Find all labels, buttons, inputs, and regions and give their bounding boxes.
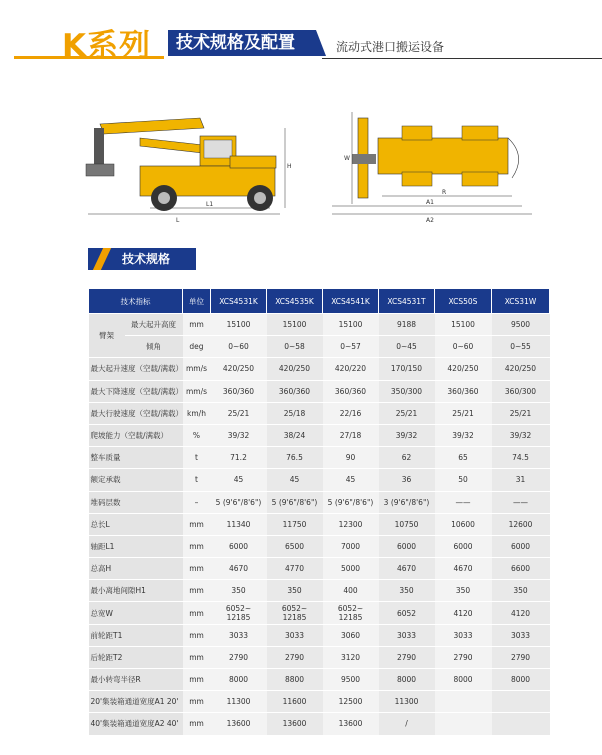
value-cell: 420/250 <box>435 358 492 380</box>
dim-label-h: H <box>287 163 292 170</box>
value-cell: 4670 <box>211 558 267 580</box>
value-cell: 13600 <box>211 713 267 735</box>
value-cell: 2790 <box>492 646 550 668</box>
unit-cell: t <box>183 447 211 469</box>
value-cell: 6000 <box>379 535 435 557</box>
unit-cell: mm <box>183 691 211 713</box>
value-cell: 420/250 <box>267 358 323 380</box>
header-cell: XCS31W <box>492 289 550 314</box>
sub-label: 最大起升高度 <box>125 314 183 336</box>
unit-cell: t <box>183 469 211 491</box>
value-cell: 45 <box>323 469 379 491</box>
value-cell: 11600 <box>267 691 323 713</box>
value-cell: 71.2 <box>211 447 267 469</box>
value-cell: 9500 <box>323 669 379 691</box>
value-cell: 4770 <box>267 558 323 580</box>
value-cell: 76.5 <box>267 447 323 469</box>
table-row <box>89 469 550 491</box>
row-label: 堆码层数 <box>89 491 183 513</box>
value-cell: 45 <box>267 469 323 491</box>
table-row <box>89 513 550 535</box>
value-cell: 6052~ 12185 <box>323 602 379 624</box>
header-subtitle: 流动式港口搬运设备 <box>336 40 445 54</box>
table-row <box>89 447 550 469</box>
value-cell: 350 <box>211 580 267 602</box>
value-cell: 360/360 <box>323 380 379 402</box>
value-cell: 3033 <box>211 624 267 646</box>
value-cell: 5 (9'6"/8'6") <box>211 491 267 513</box>
value-cell: 4670 <box>379 558 435 580</box>
value-cell: 6052 <box>379 602 435 624</box>
value-cell: 25/21 <box>435 402 492 424</box>
value-cell: 2790 <box>267 646 323 668</box>
value-cell: 8000 <box>435 669 492 691</box>
value-cell: 8000 <box>211 669 267 691</box>
row-label: 轴距L1 <box>89 535 183 557</box>
top-view-drawing <box>322 108 542 226</box>
value-cell: 39/32 <box>211 424 267 446</box>
value-cell: 36 <box>379 469 435 491</box>
unit-cell: mm/s <box>183 380 211 402</box>
value-cell: 25/21 <box>492 402 550 424</box>
table-row <box>89 624 550 646</box>
value-cell: 9500 <box>492 314 550 336</box>
value-cell: 45 <box>211 469 267 491</box>
table-header-row <box>89 289 550 314</box>
value-cell: 6000 <box>435 535 492 557</box>
header-cell: XCS50S <box>435 289 492 314</box>
row-label: 总高H <box>89 558 183 580</box>
value-cell: 90 <box>323 447 379 469</box>
value-cell: 27/18 <box>323 424 379 446</box>
row-label: 后轮距T2 <box>89 646 183 668</box>
value-cell: 15100 <box>435 314 492 336</box>
value-cell: 7000 <box>323 535 379 557</box>
value-cell: 12500 <box>323 691 379 713</box>
value-cell: 360/360 <box>435 380 492 402</box>
value-cell: 31 <box>492 469 550 491</box>
value-cell: 8000 <box>379 669 435 691</box>
unit-cell: % <box>183 424 211 446</box>
unit-cell: deg <box>183 336 211 358</box>
value-cell: 3033 <box>435 624 492 646</box>
unit-cell: mm <box>183 580 211 602</box>
side-view-svg <box>80 108 300 226</box>
table-row <box>89 424 550 446</box>
value-cell: 50 <box>435 469 492 491</box>
value-cell: 15100 <box>323 314 379 336</box>
table-row <box>89 336 550 358</box>
page-header <box>0 0 602 70</box>
table-row <box>89 380 550 402</box>
header-cell: 技术指标 <box>89 289 183 314</box>
value-cell: —— <box>492 491 550 513</box>
value-cell <box>492 713 550 735</box>
value-cell: 25/21 <box>379 402 435 424</box>
value-cell: 11300 <box>379 691 435 713</box>
row-label: 最大行驶速度（空载/满载） <box>89 402 183 424</box>
value-cell: 12300 <box>323 513 379 535</box>
table-row <box>89 535 550 557</box>
table-row <box>89 713 550 735</box>
value-cell: 420/250 <box>492 358 550 380</box>
dim-label-r: R <box>442 189 447 196</box>
value-cell: 5000 <box>323 558 379 580</box>
value-cell: 15100 <box>267 314 323 336</box>
unit-cell: mm <box>183 602 211 624</box>
value-cell: 74.5 <box>492 447 550 469</box>
group-label: 臂架 <box>89 314 125 358</box>
value-cell: 350 <box>435 580 492 602</box>
value-cell: 6500 <box>267 535 323 557</box>
value-cell: 10750 <box>379 513 435 535</box>
unit-cell: mm <box>183 669 211 691</box>
row-label: 额定承载 <box>89 469 183 491</box>
value-cell: —— <box>435 491 492 513</box>
value-cell: / <box>379 713 435 735</box>
value-cell: 65 <box>435 447 492 469</box>
unit-cell: mm <box>183 513 211 535</box>
value-cell: 6052~ 12185 <box>267 602 323 624</box>
value-cell: 2790 <box>435 646 492 668</box>
row-label: 最大下降速度（空载/满载） <box>89 380 183 402</box>
value-cell: 350 <box>492 580 550 602</box>
value-cell: 0~58 <box>267 336 323 358</box>
section-title: 技术规格 <box>122 252 171 266</box>
header-tab-slant <box>316 30 326 56</box>
header-cell: 单位 <box>183 289 211 314</box>
value-cell: 0~55 <box>492 336 550 358</box>
row-label: 最小转弯半径R <box>89 669 183 691</box>
value-cell: 6000 <box>492 535 550 557</box>
value-cell: 360/360 <box>211 380 267 402</box>
value-cell: 350 <box>267 580 323 602</box>
table-row <box>89 358 550 380</box>
value-cell: 420/250 <box>211 358 267 380</box>
table-row <box>89 691 550 713</box>
top-view-svg <box>322 108 542 226</box>
unit-cell: mm <box>183 535 211 557</box>
value-cell: 350/300 <box>379 380 435 402</box>
sub-label: 倾角 <box>125 336 183 358</box>
value-cell: 10600 <box>435 513 492 535</box>
row-label: 20'集装箱通道宽度A1 20' <box>89 691 183 713</box>
value-cell <box>435 691 492 713</box>
row-label: 整车质量 <box>89 447 183 469</box>
value-cell: 39/32 <box>492 424 550 446</box>
value-cell: 170/150 <box>379 358 435 380</box>
unit-cell: mm <box>183 558 211 580</box>
value-cell: 15100 <box>211 314 267 336</box>
value-cell: 8800 <box>267 669 323 691</box>
header-cell: XCS4541K <box>323 289 379 314</box>
value-cell: 11340 <box>211 513 267 535</box>
table-row <box>89 491 550 513</box>
value-cell: 5 (9'6"/8'6") <box>323 491 379 513</box>
value-cell: 0~57 <box>323 336 379 358</box>
value-cell: 12600 <box>492 513 550 535</box>
header-cell: XCS4531K <box>211 289 267 314</box>
unit-cell: mm/s <box>183 358 211 380</box>
table-row <box>89 669 550 691</box>
value-cell: 39/32 <box>435 424 492 446</box>
value-cell: 11300 <box>211 691 267 713</box>
unit-cell: mm <box>183 314 211 336</box>
value-cell: 9188 <box>379 314 435 336</box>
dim-label-l1: L1 <box>206 201 214 208</box>
row-label: 总宽W <box>89 602 183 624</box>
value-cell: 2790 <box>379 646 435 668</box>
value-cell: 360/360 <box>267 380 323 402</box>
table-row <box>89 314 550 336</box>
value-cell: 13600 <box>323 713 379 735</box>
dim-label-a1: A1 <box>426 199 434 206</box>
value-cell: 4120 <box>435 602 492 624</box>
value-cell: 0~60 <box>211 336 267 358</box>
value-cell: 420/220 <box>323 358 379 380</box>
value-cell: 3033 <box>379 624 435 646</box>
row-label: 最小离地间隙H1 <box>89 580 183 602</box>
unit-cell: mm <box>183 713 211 735</box>
row-label: 爬坡能力（空载/满载） <box>89 424 183 446</box>
unit-cell: – <box>183 491 211 513</box>
dim-label-a2: A2 <box>426 217 434 224</box>
row-label: 总长L <box>89 513 183 535</box>
value-cell: 25/18 <box>267 402 323 424</box>
value-cell: 6052~ 12185 <box>211 602 267 624</box>
unit-cell: mm <box>183 646 211 668</box>
value-cell <box>435 713 492 735</box>
value-cell: 25/21 <box>211 402 267 424</box>
header-cell: XCS4531T <box>379 289 435 314</box>
value-cell: 39/32 <box>379 424 435 446</box>
header-rule <box>322 58 602 59</box>
row-label: 40'集装箱通道宽度A2 40' <box>89 713 183 735</box>
value-cell: 4670 <box>435 558 492 580</box>
value-cell: 3120 <box>323 646 379 668</box>
value-cell: 6600 <box>492 558 550 580</box>
value-cell: 38/24 <box>267 424 323 446</box>
table-row <box>89 602 550 624</box>
dim-label-l: L <box>176 217 180 224</box>
series-title: K系列 <box>62 28 152 64</box>
value-cell <box>492 691 550 713</box>
table-row <box>89 646 550 668</box>
table-row <box>89 558 550 580</box>
value-cell: 0~45 <box>379 336 435 358</box>
spec-table <box>88 288 550 736</box>
row-label: 最大起升速度（空载/满载） <box>89 358 183 380</box>
unit-cell: mm <box>183 624 211 646</box>
value-cell: 4120 <box>492 602 550 624</box>
value-cell: 350 <box>379 580 435 602</box>
value-cell: 6000 <box>211 535 267 557</box>
value-cell: 5 (9'6"/8'6") <box>267 491 323 513</box>
value-cell: 13600 <box>267 713 323 735</box>
value-cell: 360/300 <box>492 380 550 402</box>
value-cell: 2790 <box>211 646 267 668</box>
header-tab: 技术规格及配置 <box>168 30 316 56</box>
table-row <box>89 402 550 424</box>
value-cell: 8000 <box>492 669 550 691</box>
value-cell: 0~60 <box>435 336 492 358</box>
dim-label-w: W <box>344 155 350 162</box>
value-cell: 11750 <box>267 513 323 535</box>
value-cell: 22/16 <box>323 402 379 424</box>
value-cell: 400 <box>323 580 379 602</box>
row-label: 前轮距T1 <box>89 624 183 646</box>
value-cell: 3033 <box>267 624 323 646</box>
header-cell: XCS4535K <box>267 289 323 314</box>
value-cell: 3033 <box>492 624 550 646</box>
side-view-drawing <box>80 108 300 226</box>
value-cell: 62 <box>379 447 435 469</box>
table-row <box>89 580 550 602</box>
value-cell: 3 (9'6"/8'6") <box>379 491 435 513</box>
unit-cell: km/h <box>183 402 211 424</box>
value-cell: 3060 <box>323 624 379 646</box>
